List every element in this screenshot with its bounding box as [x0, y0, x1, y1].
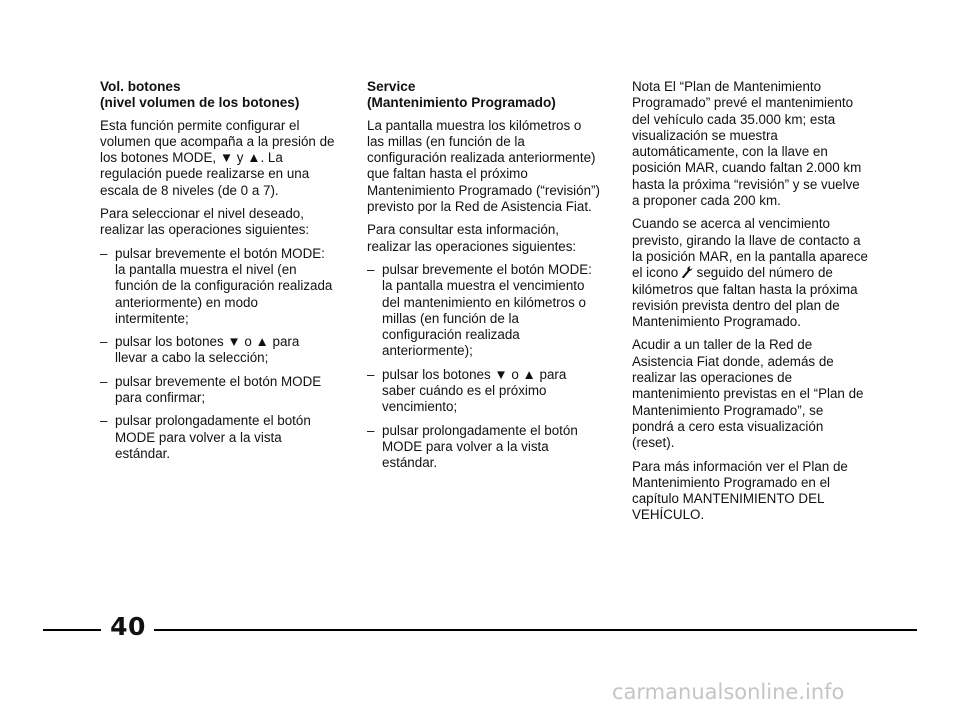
section-heading-service: [367, 79, 602, 112]
list-item: – pulsar prolongadamente el botón MODE para volver a la vista estándar.: [100, 413, 335, 462]
workshop-paragraph: Acudir a un taller de la Red de Asistencia Fiat donde, además de realizar las operaciones de mantenimiento previstas en el “Plan de Mantenimiento Programado”, se pondrá a cero esta visualización (reset).: [632, 337, 864, 451]
expiry-paragraph: [632, 216, 868, 330]
heading-line-1: Service: [367, 79, 416, 94]
section-heading-volume: [100, 79, 335, 112]
column-service: [367, 79, 602, 479]
heading-line-2: (nivel volumen de los botones): [100, 95, 300, 111]
watermark: carmanualsonline.info: [612, 680, 845, 704]
instructions-paragraph: Para seleccionar el nivel deseado, realizar las operaciones siguientes:: [100, 206, 310, 238]
note-paragraph: Nota El “Plan de Mantenimiento Programado” prevé el mantenimiento del vehículo cada 35.000 km; esta visualización se muestra automáticamente, con la llave en posición MAR, cuando faltan 2.000 km hasta la próxima “revisión” y se vuelve a proponer cada 200 km.: [632, 79, 862, 209]
intro-paragraph: La pantalla muestra los kilómetros o las millas (en función de la configuración realizada anteriormente) que faltan hasta el próximo Mantenimiento Programado (“revisión”) previsto por la Red de Asistencia Fiat.: [367, 117, 600, 215]
heading-line-1: Vol. botones: [100, 79, 181, 94]
heading-line-2: (Mantenimiento Programado): [367, 95, 556, 111]
more-info-paragraph: Para más información ver el Plan de Mantenimiento Programado en el capítulo MANTENIMIENTO DEL VEHÍCULO.: [632, 458, 848, 523]
wrench-icon: [682, 265, 693, 278]
footer-rule-left: [43, 629, 101, 631]
steps-list: [367, 262, 602, 472]
list-item: – pulsar brevemente el botón MODE: la pantalla muestra el nivel (en función de la configuración realizada anteriormente) en modo intermitente;: [100, 246, 335, 327]
list-item: – pulsar prolongadamente el botón MODE para volver a la vista estándar.: [367, 423, 602, 472]
list-item: – pulsar brevemente el botón MODE para confirmar;: [100, 374, 335, 407]
column-notes: [632, 79, 868, 531]
column-volume-buttons: [100, 79, 335, 469]
expiry-text-after: seguido del número de kilómetros que faltan hasta la próxima revisión prevista dentro del plan de Mantenimiento Programado.: [632, 265, 858, 330]
steps-list: [100, 246, 335, 463]
list-item: – pulsar los botones ▼ o ▲ para saber cuándo es el próximo vencimiento;: [367, 367, 602, 416]
footer-rule-right: [154, 629, 917, 631]
instructions-paragraph: Para consultar esta información, realizar las operaciones siguientes:: [367, 222, 577, 254]
list-item: – pulsar los botones ▼ o ▲ para llevar a cabo la selección;: [100, 334, 335, 367]
list-item: – pulsar brevemente el botón MODE: la pantalla muestra el vencimiento del mantenimiento en kilómetros o millas (en función de la configuración realizada anteriormente);: [367, 262, 602, 360]
page-number: 40: [110, 612, 146, 641]
expiry-text-before: Cuando se acerca al vencimiento previsto, girando la llave de contacto a la posición MAR, en la pantalla aparece el icono: [632, 216, 868, 281]
intro-paragraph: Esta función permite configurar el volumen que acompaña a la presión de los botones MODE, ▼ y ▲. La regulación puede realizarse en una escala de 8 niveles (de 0 a 7).: [100, 117, 335, 198]
